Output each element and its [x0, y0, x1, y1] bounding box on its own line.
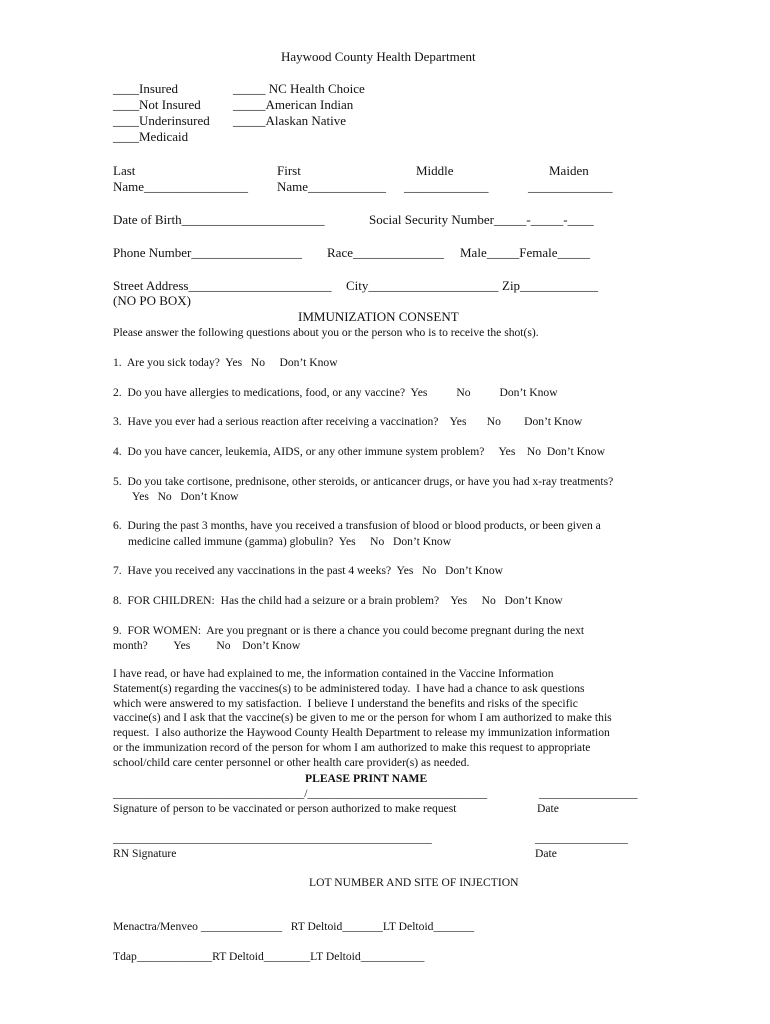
question-1[interactable]: 1. Are you sick today? Yes No Don’t Know [113, 356, 338, 369]
question-5-answers[interactable]: Yes No Don’t Know [132, 490, 239, 503]
question-8[interactable]: 8. FOR CHILDREN: Has the child had a seizure or a brain problem? Yes No Don’t Know [113, 594, 563, 607]
menactra-line[interactable]: Menactra/Menveo ______________ RT Deltoid_______LT Deltoid_______ [113, 920, 475, 933]
insurance-col1-item[interactable]: ____Not Insured [113, 97, 201, 112]
first-name-label: First [277, 163, 301, 178]
question-6-answers[interactable]: medicine called immune (gamma) globulin? Yes No Don’t Know [128, 535, 452, 548]
insurance-col1-item[interactable]: ____Underinsured [113, 113, 210, 128]
middle-name-field[interactable]: _____________ [404, 179, 489, 194]
race-field[interactable]: Race______________ [327, 245, 444, 260]
consent-title: IMMUNIZATION CONSENT [298, 309, 459, 324]
statement-line: or the immunization record of the person for whom I am authorized to make this request to appropriate [113, 740, 591, 754]
rn-date-label: Date [535, 847, 557, 860]
question-5: 5. Do you take cortisone, prednisone, other steroids, or anticancer drugs, or have you had x-ray treatments? [113, 475, 614, 488]
question-7[interactable]: 7. Have you received any vaccinations in the past 4 weeks? Yes No Don’t Know [113, 564, 504, 577]
question-3[interactable]: 3. Have you ever had a serious reaction after receiving a vaccination? Yes No Don’t Know [113, 415, 583, 428]
last-name-label: Last [113, 163, 136, 178]
middle-name-label: Middle [416, 163, 454, 178]
signature-line[interactable]: _________________________________/_______________________________ [113, 787, 488, 800]
page-title: Haywood County Health Department [281, 49, 476, 64]
statement-line: request. I also authorize the Haywood County Health Department to release my immunization information [113, 726, 610, 740]
insurance-col1-item[interactable]: ____Medicaid [113, 129, 189, 144]
question-2[interactable]: 2. Do you have allergies to medications, food, or any vaccine? Yes No Don’t Know [113, 386, 558, 399]
rn-date-line[interactable]: ________________ [535, 832, 628, 845]
sex-field[interactable]: Male_____Female_____ [460, 245, 590, 260]
statement-line: which were answered to my satisfaction. I believe I understand the benefits and risks of the specific [113, 696, 578, 710]
first-name-field[interactable]: Name____________ [277, 179, 387, 194]
last-name-field[interactable]: Name________________ [113, 179, 249, 194]
city-field[interactable]: City____________________ [346, 278, 499, 293]
insurance-col2-item[interactable]: _____Alaskan Native [233, 113, 347, 128]
statement-line: vaccine(s) and I ask that the vaccine(s) be given to me or the person for whom I am authorized to make this [113, 711, 612, 725]
dob-field[interactable]: Date of Birth______________________ [113, 212, 325, 227]
question-6: 6. During the past 3 months, have you received a transfusion of blood or blood products, or been given a [113, 519, 601, 532]
rn-signature-label: RN Signature [113, 847, 177, 860]
insurance-col2-item[interactable]: _____American Indian [233, 97, 354, 112]
date-label: Date [537, 802, 559, 815]
statement-line: school/child care center personnel or other health care provider(s) as needed. [113, 755, 470, 769]
question-4[interactable]: 4. Do you have cancer, leukemia, AIDS, or any other immune system problem? Yes No Don’t Know [113, 445, 605, 458]
consent-statement [113, 667, 658, 771]
question-9: 9. FOR WOMEN: Are you pregnant or is there a chance you could become pregnant during the next [113, 624, 585, 637]
maiden-name-label: Maiden [549, 163, 589, 178]
maiden-name-field[interactable]: _____________ [528, 179, 613, 194]
print-name-heading: PLEASE PRINT NAME [305, 772, 428, 785]
lot-heading: LOT NUMBER AND SITE OF INJECTION [309, 876, 519, 889]
no-po-box-note: (NO PO BOX) [113, 293, 191, 308]
rn-signature-line[interactable]: _______________________________________________________ [113, 832, 432, 845]
consent-intro: Please answer the following questions about you or the person who is to receive the shot(s). [113, 326, 539, 339]
question-9-answers[interactable]: month? Yes No Don’t Know [113, 639, 301, 652]
date-line[interactable]: _________________ [539, 787, 638, 800]
phone-field[interactable]: Phone Number_________________ [113, 245, 302, 260]
insurance-col1-item[interactable]: ____Insured [113, 81, 178, 96]
zip-field[interactable]: Zip____________ [502, 278, 599, 293]
statement-line: I have read, or have had explained to me, the information contained in the Vaccine Information [113, 667, 554, 680]
tdap-line[interactable]: Tdap_____________RT Deltoid________LT Deltoid___________ [113, 950, 425, 963]
statement-line: Statement(s) regarding the vaccines(s) to be administered today. I have had a chance to ask questions [113, 681, 585, 695]
signature-label: Signature of person to be vaccinated or person authorized to make request [113, 802, 457, 815]
street-address-field[interactable]: Street Address______________________ [113, 278, 332, 293]
insurance-col2-item[interactable]: _____ NC Health Choice [233, 81, 365, 96]
ssn-field[interactable]: Social Security Number_____-_____-____ [369, 212, 594, 227]
